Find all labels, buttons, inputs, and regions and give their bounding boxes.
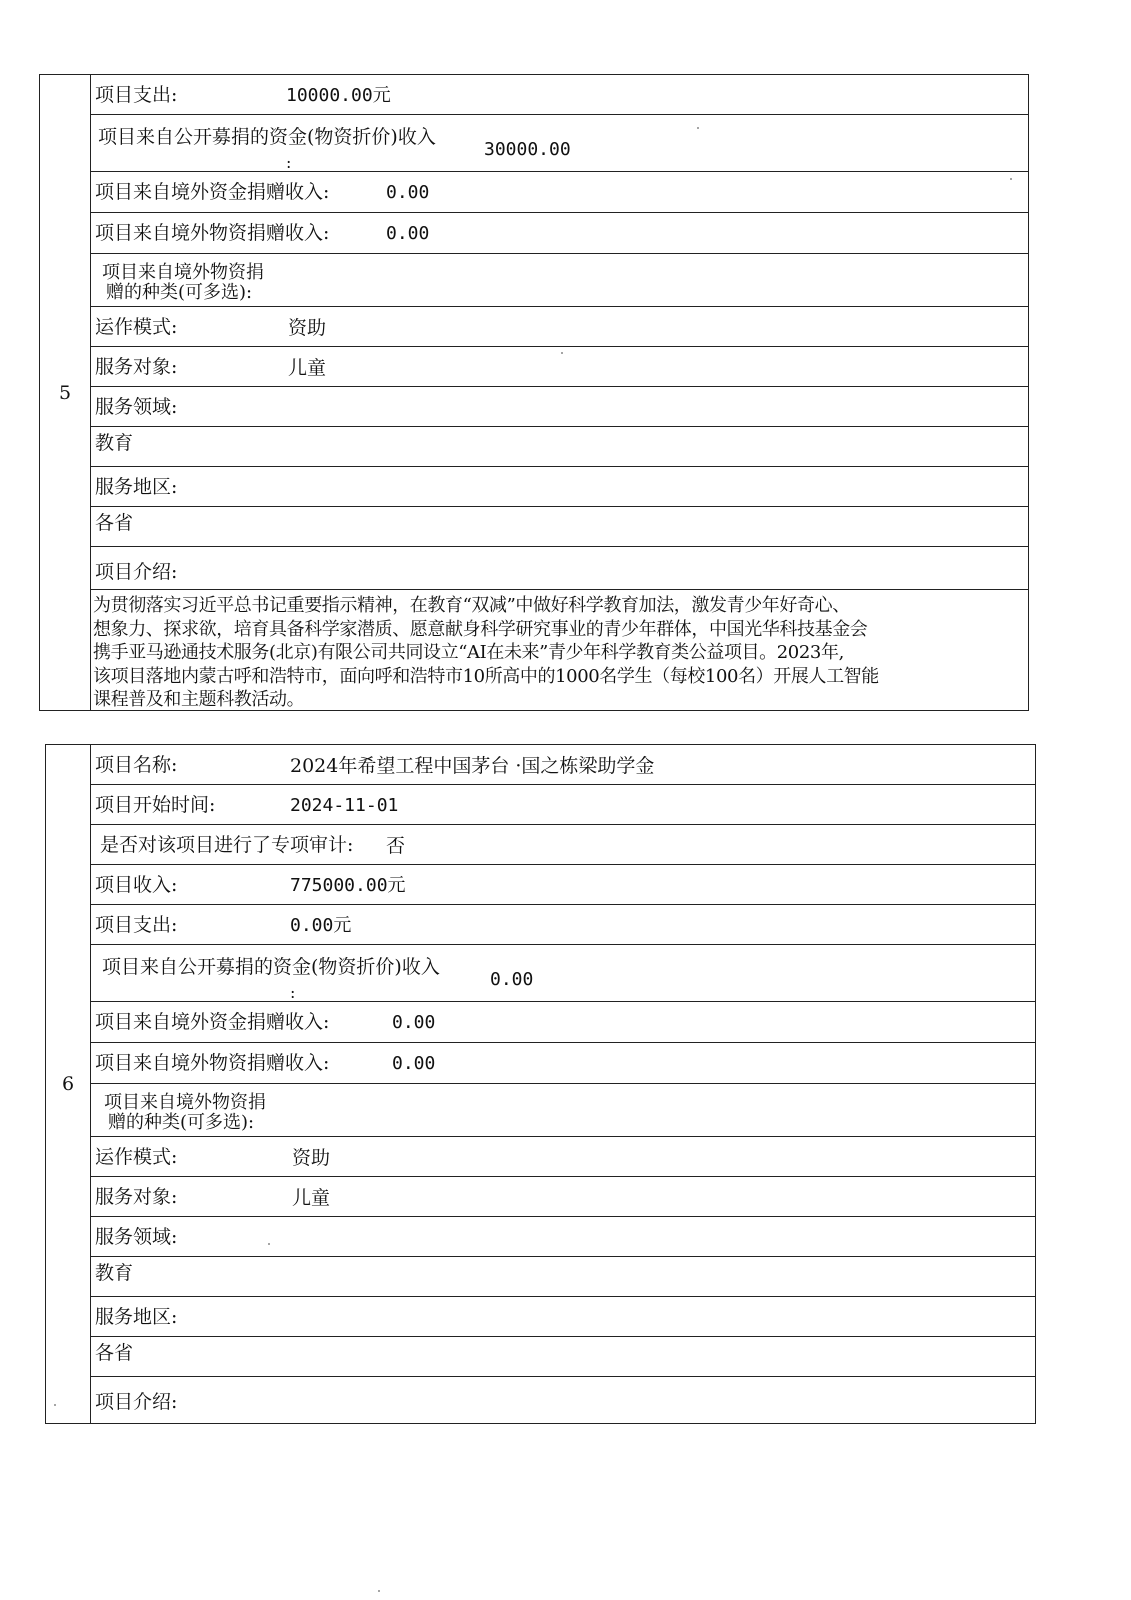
region-value-row (90, 507, 1028, 547)
project-number (40, 75, 91, 710)
overseas-fund-value: 0.00 (392, 1012, 436, 1034)
target-label: 服务对象: (95, 1185, 178, 1208)
region-value-row (90, 1337, 1035, 1377)
income-value: 775000.00元 (290, 874, 406, 896)
field-value-row (90, 1257, 1035, 1297)
intro-line: 想象力、探求欲，培育具备科学家潜质、愿意献身科学研究事业的青少年群体，中国光华科技基金会 (93, 618, 868, 640)
field-label: 服务领域: (95, 1225, 178, 1248)
mode-label: 运作模式: (95, 315, 178, 338)
intro-label-row (90, 1377, 1035, 1422)
overseas-fund-label: 项目来自境外资金捐赠收入: (95, 181, 330, 203)
expense-value: 10000.00元 (286, 84, 391, 106)
scan-speck (378, 1590, 380, 1592)
region-label: 服务地区: (95, 1305, 178, 1328)
scan-speck (697, 127, 699, 129)
overseas-types-row (90, 254, 1028, 307)
income-label: 项目收入: (95, 873, 178, 896)
project-6-table (45, 744, 1036, 1424)
intro-text-row (90, 590, 1028, 710)
name-row (90, 745, 1035, 785)
audit-row (90, 825, 1035, 865)
intro-line: 为贯彻落实习近平总书记重要指示精神，在教育“双减”中做好科学教育加法，激发青少年好奇心、 (93, 595, 850, 616)
overseas-fund-label: 项目来自境外资金捐赠收入: (95, 1011, 330, 1033)
scan-speck (561, 352, 563, 354)
public-income-label: 项目来自公开募捐的资金(物资折价)收入 (102, 956, 440, 978)
public-income-row (90, 115, 1028, 172)
start-value: 2024-11-01 (290, 794, 399, 816)
mode-row (90, 307, 1028, 347)
field-value: 教育 (95, 1262, 134, 1284)
target-row (90, 347, 1028, 387)
region-label-row (90, 1297, 1035, 1337)
overseas-types-line2: 赠的种类(可多选): (106, 282, 253, 303)
audit-value: 否 (386, 834, 406, 857)
target-value: 儿童 (288, 356, 327, 379)
project-6-fields (90, 745, 1035, 1423)
overseas-goods-row (90, 1043, 1035, 1084)
public-income-label: 项目来自公开募捐的资金(物资折价)收入 (98, 126, 436, 148)
region-value: 各省 (95, 512, 134, 534)
overseas-goods-value: 0.00 (386, 223, 430, 245)
project-5-table (39, 74, 1029, 711)
overseas-types-line1: 项目来自境外物资捐 (104, 1092, 266, 1113)
expense-row (90, 75, 1028, 115)
audit-label: 是否对该项目进行了专项审计: (100, 833, 354, 856)
overseas-goods-value: 0.00 (392, 1053, 436, 1075)
region-label-row (90, 467, 1028, 507)
start-row (90, 785, 1035, 825)
overseas-types-line2: 赠的种类(可多选): (108, 1112, 255, 1133)
intro-line: 课程普及和主题科教活动。 (93, 689, 305, 710)
region-value: 各省 (95, 1342, 134, 1364)
public-income-colon: : (286, 153, 292, 172)
name-label: 项目名称: (95, 753, 178, 776)
overseas-types-label (102, 263, 264, 303)
overseas-fund-row (90, 1002, 1035, 1043)
target-row (90, 1177, 1035, 1217)
public-income-value: 0.00 (490, 969, 534, 990)
name-value: 2024年希望工程中国茅台 ·国之栋梁助学金 (290, 754, 655, 777)
expense-value: 0.00元 (290, 914, 352, 936)
intro-line: 该项目落地内蒙古呼和浩特市，面向呼和浩特市10所高中的1000名学生（每校100名）开展人工智能 (93, 665, 879, 687)
target-label: 服务对象: (95, 355, 178, 378)
region-label: 服务地区: (95, 475, 178, 498)
overseas-types-row (90, 1084, 1035, 1137)
scan-speck (1010, 178, 1012, 180)
project-number (46, 745, 91, 1423)
field-value: 教育 (95, 432, 134, 454)
mode-value: 资助 (292, 1146, 331, 1169)
field-label-row (90, 387, 1028, 427)
public-income-value: 30000.00 (484, 139, 571, 160)
target-value: 儿童 (292, 1186, 331, 1209)
intro-line: 携手亚马逊通技术服务(北京)有限公司共同设立“AI在未来”青少年科学教育类公益项目。2023年, (93, 642, 844, 663)
income-row (90, 865, 1035, 905)
scan-speck (268, 1243, 270, 1245)
overseas-types-line1: 项目来自境外物资捐 (102, 262, 264, 283)
mode-label: 运作模式: (95, 1145, 178, 1168)
intro-text (93, 594, 1022, 712)
expense-label: 项目支出: (95, 913, 178, 936)
intro-label: 项目介绍: (95, 561, 178, 584)
overseas-fund-row (90, 172, 1028, 213)
intro-label: 项目介绍: (95, 1390, 178, 1413)
field-label-row (90, 1217, 1035, 1257)
scan-speck (54, 1404, 56, 1406)
overseas-fund-value: 0.00 (386, 182, 430, 204)
project-5-fields (90, 75, 1028, 710)
start-label: 项目开始时间: (95, 793, 216, 816)
intro-label-row (90, 547, 1028, 590)
overseas-goods-label: 项目来自境外物资捐赠收入: (95, 222, 330, 244)
field-value-row (90, 427, 1028, 467)
public-income-colon: : (290, 983, 296, 1002)
project-number-text: 5 (58, 381, 72, 404)
overseas-goods-row (90, 213, 1028, 254)
public-income-row (90, 945, 1035, 1002)
project-number-text: 6 (61, 1073, 75, 1095)
overseas-types-label (104, 1093, 266, 1133)
mode-row (90, 1137, 1035, 1177)
field-label: 服务领域: (95, 395, 178, 418)
mode-value: 资助 (288, 316, 327, 339)
overseas-goods-label: 项目来自境外物资捐赠收入: (95, 1052, 330, 1074)
expense-label: 项目支出: (95, 83, 178, 106)
expense-row (90, 905, 1035, 945)
